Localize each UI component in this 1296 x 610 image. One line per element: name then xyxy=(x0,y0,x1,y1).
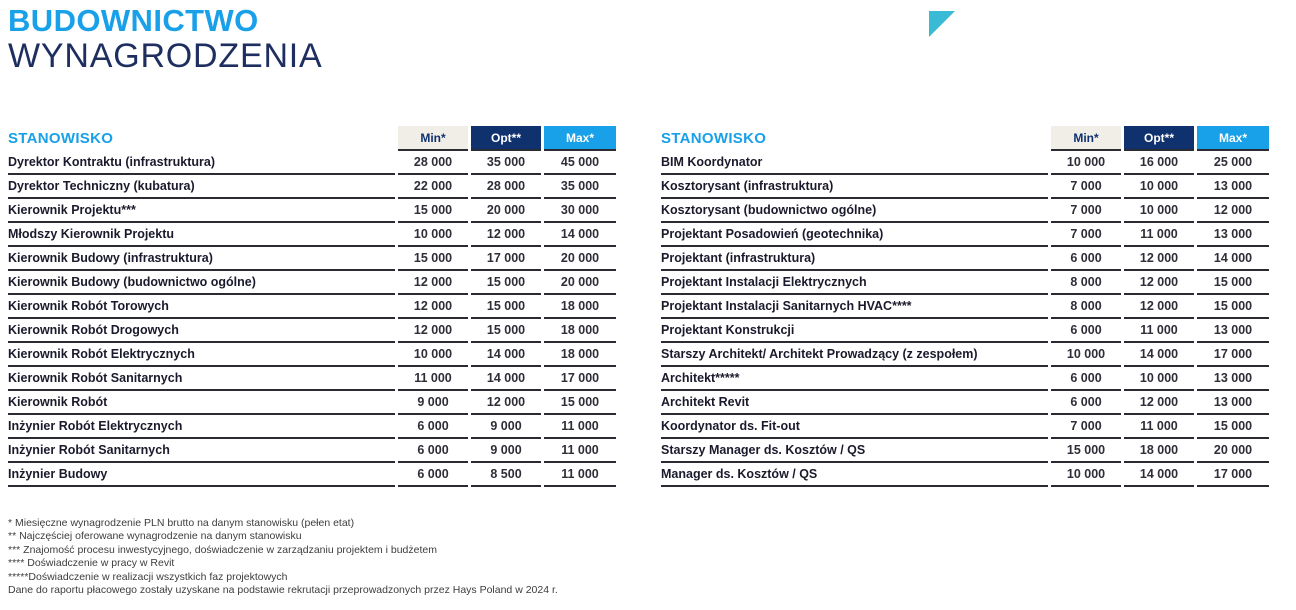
opt-value: 15 000 xyxy=(471,271,541,295)
max-value: 15 000 xyxy=(1197,271,1269,295)
position-label: Kierownik Robót Drogowych xyxy=(8,319,395,343)
opt-value: 12 000 xyxy=(1124,247,1194,271)
table-row xyxy=(661,463,1269,487)
max-value: 18 000 xyxy=(544,319,616,343)
table-row xyxy=(661,199,1269,223)
opt-value: 12 000 xyxy=(1124,391,1194,415)
table-row xyxy=(8,247,616,271)
column-header-min: Min* xyxy=(1051,126,1121,151)
position-label: Projektant Konstrukcji xyxy=(661,319,1048,343)
min-value: 8 000 xyxy=(1051,271,1121,295)
min-value: 6 000 xyxy=(1051,367,1121,391)
max-value: 15 000 xyxy=(1197,415,1269,439)
opt-value: 9 000 xyxy=(471,439,541,463)
max-value: 11 000 xyxy=(544,415,616,439)
table-row xyxy=(661,415,1269,439)
min-value: 6 000 xyxy=(1051,319,1121,343)
page-header xyxy=(8,4,323,74)
table-row xyxy=(661,295,1269,319)
min-value: 6 000 xyxy=(1051,391,1121,415)
table-row xyxy=(8,151,616,175)
max-value: 45 000 xyxy=(544,151,616,175)
opt-value: 16 000 xyxy=(1124,151,1194,175)
position-label: Dyrektor Kontraktu (infrastruktura) xyxy=(8,151,395,175)
min-value: 15 000 xyxy=(398,247,468,271)
min-value: 6 000 xyxy=(398,463,468,487)
salary-table-right xyxy=(658,126,1272,487)
table-header-row xyxy=(8,126,616,151)
opt-value: 10 000 xyxy=(1124,175,1194,199)
footnote-line: **** Doświadczenie w pracy w Revit xyxy=(8,557,175,570)
position-label: Starszy Architekt/ Architekt Prowadzący (z zespołem) xyxy=(661,343,1048,367)
position-label: Inżynier Robót Elektrycznych xyxy=(8,415,395,439)
position-label: Kierownik Budowy (budownictwo ogólne) xyxy=(8,271,395,295)
position-label: BIM Koordynator xyxy=(661,151,1048,175)
table-row xyxy=(661,247,1269,271)
max-value: 13 000 xyxy=(1197,175,1269,199)
max-value: 17 000 xyxy=(544,367,616,391)
column-header-opt: Opt** xyxy=(471,126,541,151)
max-value: 13 000 xyxy=(1197,367,1269,391)
table-row xyxy=(8,391,616,415)
max-value: 14 000 xyxy=(1197,247,1269,271)
opt-value: 14 000 xyxy=(1124,343,1194,367)
max-value: 17 000 xyxy=(1197,463,1269,487)
opt-value: 17 000 xyxy=(471,247,541,271)
opt-value: 12 000 xyxy=(471,223,541,247)
max-value: 18 000 xyxy=(544,295,616,319)
max-value: 35 000 xyxy=(544,175,616,199)
column-header-max: Max* xyxy=(1197,126,1269,151)
page-title: BUDOWNICTWO xyxy=(8,3,259,38)
column-header-min: Min* xyxy=(398,126,468,151)
table-row xyxy=(661,439,1269,463)
position-label: Kosztorysant (infrastruktura) xyxy=(661,175,1048,199)
min-value: 7 000 xyxy=(1051,415,1121,439)
min-value: 15 000 xyxy=(398,199,468,223)
opt-value: 11 000 xyxy=(1124,415,1194,439)
opt-value: 15 000 xyxy=(471,319,541,343)
opt-value: 8 500 xyxy=(471,463,541,487)
max-value: 20 000 xyxy=(544,271,616,295)
min-value: 28 000 xyxy=(398,151,468,175)
min-value: 12 000 xyxy=(398,271,468,295)
opt-value: 11 000 xyxy=(1124,223,1194,247)
opt-value: 10 000 xyxy=(1124,367,1194,391)
footnote-line: ** Najczęściej oferowane wynagrodzenie na danym stanowisku xyxy=(8,530,302,543)
column-header-max: Max* xyxy=(544,126,616,151)
position-label: Dyrektor Techniczny (kubatura) xyxy=(8,175,395,199)
position-label: Manager ds. Kosztów / QS xyxy=(661,463,1048,487)
min-value: 12 000 xyxy=(398,295,468,319)
table-title-stanowisko: STANOWISKO xyxy=(661,130,767,147)
position-label: Starszy Manager ds. Kosztów / QS xyxy=(661,439,1048,463)
position-label: Inżynier Robót Sanitarnych xyxy=(8,439,395,463)
table-title-stanowisko: STANOWISKO xyxy=(8,130,114,147)
min-value: 10 000 xyxy=(1051,343,1121,367)
table-row xyxy=(8,439,616,463)
table-row xyxy=(8,295,616,319)
table-row xyxy=(8,415,616,439)
max-value: 11 000 xyxy=(544,463,616,487)
table-row xyxy=(661,343,1269,367)
opt-value: 18 000 xyxy=(1124,439,1194,463)
min-value: 10 000 xyxy=(398,343,468,367)
min-value: 6 000 xyxy=(1051,247,1121,271)
max-value: 12 000 xyxy=(1197,199,1269,223)
opt-value: 14 000 xyxy=(471,367,541,391)
table-row xyxy=(8,319,616,343)
opt-value: 12 000 xyxy=(1124,295,1194,319)
max-value: 11 000 xyxy=(544,439,616,463)
max-value: 25 000 xyxy=(1197,151,1269,175)
position-label: Architekt Revit xyxy=(661,391,1048,415)
hays-triangle-logo-icon xyxy=(929,11,955,37)
position-label: Kosztorysant (budownictwo ogólne) xyxy=(661,199,1048,223)
max-value: 13 000 xyxy=(1197,391,1269,415)
footnote-line: Dane do raportu płacowego zostały uzyskane na podstawie rekrutacji przeprowadzonych przez Hays Poland w 2024 r. xyxy=(8,584,558,597)
min-value: 22 000 xyxy=(398,175,468,199)
min-value: 11 000 xyxy=(398,367,468,391)
table-row xyxy=(8,367,616,391)
position-label: Koordynator ds. Fit-out xyxy=(661,415,1048,439)
table-row xyxy=(661,271,1269,295)
table-row xyxy=(661,151,1269,175)
footnotes xyxy=(8,517,558,597)
position-label: Architekt***** xyxy=(661,367,1048,391)
opt-value: 12 000 xyxy=(471,391,541,415)
max-value: 15 000 xyxy=(544,391,616,415)
max-value: 30 000 xyxy=(544,199,616,223)
min-value: 7 000 xyxy=(1051,199,1121,223)
position-label: Projektant Instalacji Elektrycznych xyxy=(661,271,1048,295)
table-row xyxy=(8,463,616,487)
position-label: Projektant Instalacji Sanitarnych HVAC**** xyxy=(661,295,1048,319)
min-value: 7 000 xyxy=(1051,223,1121,247)
footnote-line: *****Doświadczenie w realizacji wszystkich faz projektowych xyxy=(8,570,288,583)
min-value: 10 000 xyxy=(398,223,468,247)
table-row xyxy=(8,175,616,199)
max-value: 20 000 xyxy=(544,247,616,271)
min-value: 10 000 xyxy=(1051,463,1121,487)
opt-value: 20 000 xyxy=(471,199,541,223)
table-row xyxy=(661,175,1269,199)
min-value: 6 000 xyxy=(398,439,468,463)
table-row xyxy=(8,343,616,367)
position-label: Inżynier Budowy xyxy=(8,463,395,487)
min-value: 6 000 xyxy=(398,415,468,439)
opt-value: 10 000 xyxy=(1124,199,1194,223)
position-label: Kierownik Robót Elektrycznych xyxy=(8,343,395,367)
table-row xyxy=(8,199,616,223)
position-label: Młodszy Kierownik Projektu xyxy=(8,223,395,247)
table-row xyxy=(661,367,1269,391)
max-value: 18 000 xyxy=(544,343,616,367)
opt-value: 15 000 xyxy=(471,295,541,319)
min-value: 15 000 xyxy=(1051,439,1121,463)
page-subtitle: WYNAGRODZENIA xyxy=(8,37,323,75)
opt-value: 28 000 xyxy=(471,175,541,199)
min-value: 8 000 xyxy=(1051,295,1121,319)
max-value: 13 000 xyxy=(1197,223,1269,247)
position-label: Projektant Posadowień (geotechnika) xyxy=(661,223,1048,247)
max-value: 20 000 xyxy=(1197,439,1269,463)
opt-value: 11 000 xyxy=(1124,319,1194,343)
min-value: 12 000 xyxy=(398,319,468,343)
position-label: Kierownik Budowy (infrastruktura) xyxy=(8,247,395,271)
opt-value: 12 000 xyxy=(1124,271,1194,295)
footnote-line: * Miesięczne wynagrodzenie PLN brutto na danym stanowisku (pełen etat) xyxy=(8,517,355,529)
opt-value: 14 000 xyxy=(471,343,541,367)
opt-value: 9 000 xyxy=(471,415,541,439)
table-row xyxy=(661,319,1269,343)
salary-table-left xyxy=(5,126,619,487)
column-header-opt: Opt** xyxy=(1124,126,1194,151)
max-value: 17 000 xyxy=(1197,343,1269,367)
table-header-row xyxy=(661,126,1269,151)
position-label: Kierownik Robót Torowych xyxy=(8,295,395,319)
min-value: 7 000 xyxy=(1051,175,1121,199)
footnote-line: *** Znajomość procesu inwestycyjnego, doświadczenie w zarządzaniu projektem i budżetem xyxy=(8,543,437,556)
position-label: Kierownik Robót xyxy=(8,391,395,415)
max-value: 14 000 xyxy=(544,223,616,247)
min-value: 10 000 xyxy=(1051,151,1121,175)
table-row xyxy=(661,223,1269,247)
position-label: Projektant (infrastruktura) xyxy=(661,247,1048,271)
table-row xyxy=(8,223,616,247)
max-value: 13 000 xyxy=(1197,319,1269,343)
max-value: 15 000 xyxy=(1197,295,1269,319)
table-row xyxy=(8,271,616,295)
opt-value: 14 000 xyxy=(1124,463,1194,487)
table-row xyxy=(661,391,1269,415)
opt-value: 35 000 xyxy=(471,151,541,175)
position-label: Kierownik Robót Sanitarnych xyxy=(8,367,395,391)
min-value: 9 000 xyxy=(398,391,468,415)
position-label: Kierownik Projektu*** xyxy=(8,199,395,223)
